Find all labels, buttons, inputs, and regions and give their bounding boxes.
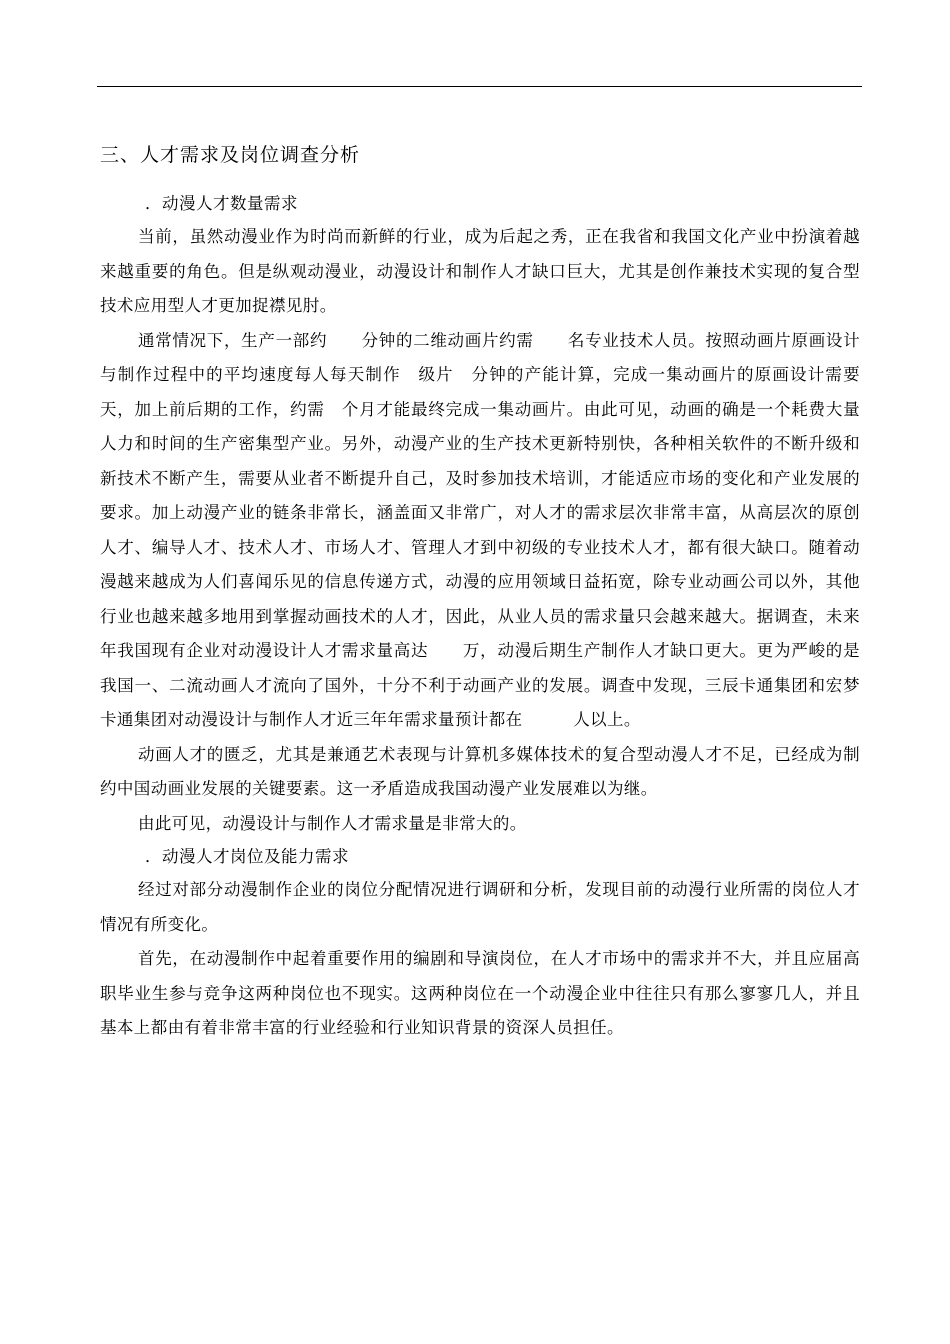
paragraph: 当前，虽然动漫业作为时尚而新鲜的行业，成为后起之秀，正在我省和我国文化产业中扮演着越来越重要的角色。但是纵观动漫业，动漫设计和制作人才缺口巨大，尤其是创作兼技术实现的复合型技术应用型人才更加捉襟见肘。 [100,227,860,315]
paragraph: 由此可见，动漫设计与制作人才需求量是非常大的。 [138,813,527,833]
paragraph: 动画人才的匮乏，尤其是兼通艺术表现与计算机多媒体技术的复合型动漫人才不足，已经成为制约中国动画业发展的关键要素。这一矛盾造成我国动漫产业发展难以为继。 [100,744,860,798]
document-body [100,140,894,1046]
paragraph: 经过对部分动漫制作企业的岗位分配情况进行调研和分析，发现目前的动漫行业所需的岗位人才情况有所变化。 [100,880,860,934]
paragraph: 通常情况下，生产一部约 分钟的二维动画片约需 名专业技术人员。按照动画片原画设计与制作过程中的平均速度每人每天制作 级片 分钟的产能计算，完成一集动画片的原画设计需要 天，加上前后期的工作，约需 个月才能最终完成一集动画片。由此可见，动画的确是一个耗费大量人力和时间的生产密集型产业。另外，动漫产业的生产技术更新特别快，各种相关软件的不断升级和新技术不断产生，需要从业者不断提升自己，及时参加技术培训，才能适应市场的变化和产业发展的要求。加上动漫产业的链条非常长，涵盖面又非常广，对人才的需求层次非常丰富，从高层次的原创人才、编导人才、技术人才、市场人才、管理人才到中初级的专业技术人才，都有很大缺口。随着动漫越来越成为人们喜闻乐见的信息传递方式，动漫的应用领域日益拓宽，除专业动画公司以外，其他行业也越来越多地用到掌握动画技术的人才，因此，从业人员的需求量只会越来越大。据调查，未来 年我国现有企业对动漫设计人才需求量高达 万，动漫后期生产制作人才缺口更大。更为严峻的是我国一、二流动画人才流向了国外，十分不利于动画产业的发展。调查中发现，三辰卡通集团和宏梦卡通集团对动漫设计与制作人才近三年年需求量预计都在 人以上。 [100,330,894,729]
section-heading: 三、人才需求及岗位调查分析 [100,144,361,166]
header-rule [97,86,862,87]
paragraph: 首先，在动漫制作中起着重要作用的编剧和导演岗位，在人才市场中的需求并不大，并且应届高职毕业生参与竞争这两种岗位也不现实。这两种岗位在一个动漫企业中往往只有那么寥寥几人，并且基本上都由有着非常丰富的行业经验和行业知识背景的资深人员担任。 [100,949,860,1037]
subsection-heading-talent-positions: ．动漫人才岗位及能力需求 [145,847,349,866]
subsection-heading-talent-quantity: ．动漫人才数量需求 [145,194,298,213]
